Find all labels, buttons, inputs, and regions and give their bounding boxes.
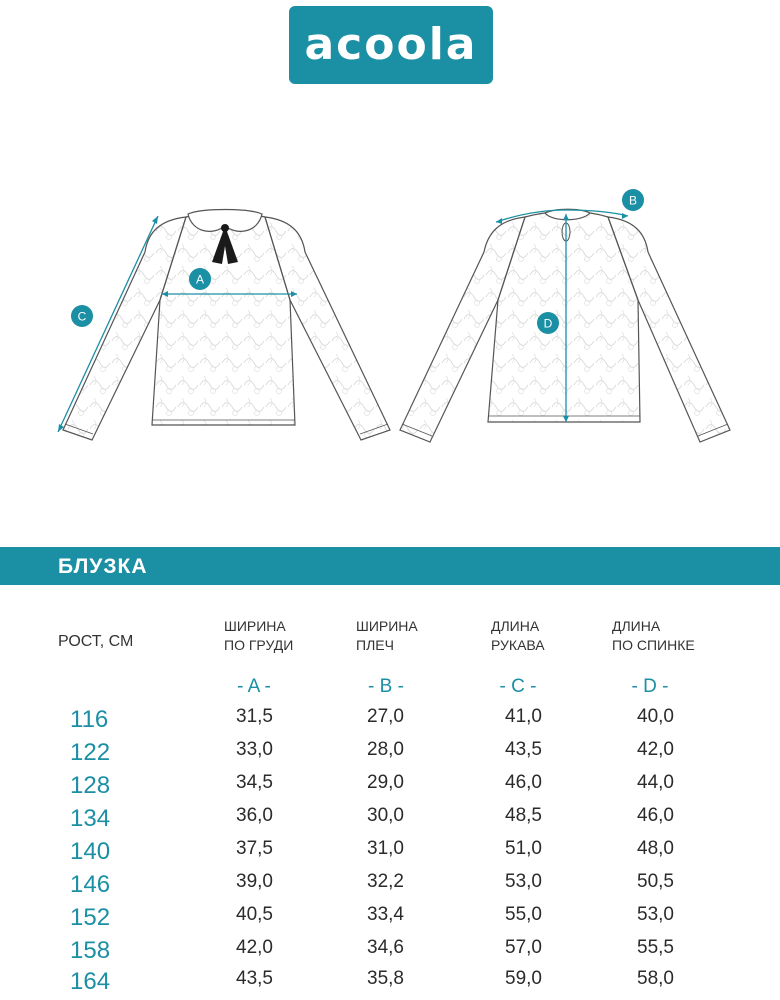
shoulder-width-value: 31,0 — [367, 838, 404, 859]
section-banner — [0, 547, 780, 585]
svg-text:A: A — [195, 272, 205, 287]
table-row — [0, 838, 780, 870]
sleeve-length-value: 48,5 — [505, 805, 542, 826]
chest-width-value: 33,0 — [236, 739, 273, 760]
table-row — [0, 937, 780, 969]
column-header-chest-line2: ПО ГРУДИ — [224, 637, 294, 653]
brand-logo — [289, 6, 493, 84]
table-row — [0, 739, 780, 771]
chest-width-value: 37,5 — [236, 838, 273, 859]
table-row — [0, 968, 780, 1000]
marker-b — [622, 189, 644, 211]
sleeve-length-value: 51,0 — [505, 838, 542, 859]
height-value: 128 — [70, 772, 111, 799]
height-value: 140 — [70, 838, 111, 865]
column-header-chest — [224, 617, 293, 655]
marker-a — [189, 268, 211, 290]
sleeve-length-value: 53,0 — [505, 871, 542, 892]
column-letter-b: - B - — [368, 676, 404, 697]
chest-width-value: 31,5 — [236, 706, 273, 727]
back-length-value: 44,0 — [637, 772, 674, 793]
height-value: 116 — [70, 706, 109, 733]
brand-logo-text: acoola — [304, 19, 478, 70]
back-length-value: 46,0 — [637, 805, 674, 826]
shoulder-width-value: 28,0 — [367, 739, 404, 760]
back-length-value: 48,0 — [637, 838, 674, 859]
sleeve-length-value: 57,0 — [505, 937, 542, 958]
column-header-back-length-line2: ПО СПИНКЕ — [612, 637, 695, 653]
front-view — [58, 210, 390, 441]
height-value: 146 — [70, 871, 111, 898]
table-row — [0, 871, 780, 903]
shoulder-width-value: 29,0 — [367, 772, 404, 793]
chest-width-value: 42,0 — [236, 937, 273, 958]
back-view — [400, 209, 730, 442]
back-length-value: 55,5 — [637, 937, 674, 958]
chest-width-value: 39,0 — [236, 871, 273, 892]
sleeve-length-value: 59,0 — [505, 968, 542, 989]
sleeve-length-value: 46,0 — [505, 772, 542, 793]
column-header-shoulders-line2: ПЛЕЧ — [356, 637, 394, 653]
svg-text:D: D — [543, 316, 553, 331]
shoulder-width-value: 34,6 — [367, 937, 404, 958]
back-length-value: 53,0 — [637, 904, 674, 925]
section-title: БЛУЗКА — [58, 555, 148, 578]
column-header-back-length — [612, 617, 695, 655]
height-value: 122 — [70, 739, 111, 766]
column-header-shoulders — [356, 617, 418, 655]
sleeve-length-value: 41,0 — [505, 706, 542, 727]
chest-width-value: 36,0 — [236, 805, 273, 826]
table-row — [0, 904, 780, 936]
chest-width-value: 34,5 — [236, 772, 273, 793]
garment-diagram — [0, 170, 780, 470]
back-length-value: 50,5 — [637, 871, 674, 892]
shoulder-width-value: 27,0 — [367, 706, 404, 727]
sleeve-length-value: 43,5 — [505, 739, 542, 760]
column-header-sleeve-line1: ДЛИНА — [491, 618, 540, 634]
column-header-back-length-line1: ДЛИНА — [612, 618, 661, 634]
column-header-shoulders-line1: ШИРИНА — [356, 618, 418, 634]
marker-c — [71, 305, 93, 327]
chest-width-value: 43,5 — [236, 968, 273, 989]
shoulder-width-value: 33,4 — [367, 904, 404, 925]
back-length-value: 58,0 — [637, 968, 674, 989]
svg-text:C: C — [77, 309, 87, 324]
marker-d — [537, 312, 559, 334]
height-column-header: РОСТ, СМ — [58, 633, 134, 650]
shoulder-width-value: 35,8 — [367, 968, 404, 989]
column-header-chest-line1: ШИРИНА — [224, 618, 286, 634]
table-row — [0, 772, 780, 804]
column-letter-a: - A - — [237, 676, 271, 697]
svg-text:B: B — [628, 193, 638, 208]
shoulder-width-value: 30,0 — [367, 805, 404, 826]
column-letter-c: - C - — [499, 676, 537, 697]
column-header-sleeve-line2: РУКАВА — [491, 637, 545, 653]
height-value: 158 — [70, 937, 111, 964]
table-row — [0, 706, 780, 738]
column-header-sleeve — [491, 617, 545, 655]
shoulder-width-value: 32,2 — [367, 871, 404, 892]
table-row — [0, 805, 780, 837]
chest-width-value: 40,5 — [236, 904, 273, 925]
sleeve-length-value: 55,0 — [505, 904, 542, 925]
column-letter-d: - D - — [631, 676, 669, 697]
back-length-value: 40,0 — [637, 706, 674, 727]
back-length-value: 42,0 — [637, 739, 674, 760]
height-value: 134 — [70, 805, 111, 832]
height-value: 152 — [70, 904, 111, 931]
height-value: 164 — [70, 968, 111, 995]
